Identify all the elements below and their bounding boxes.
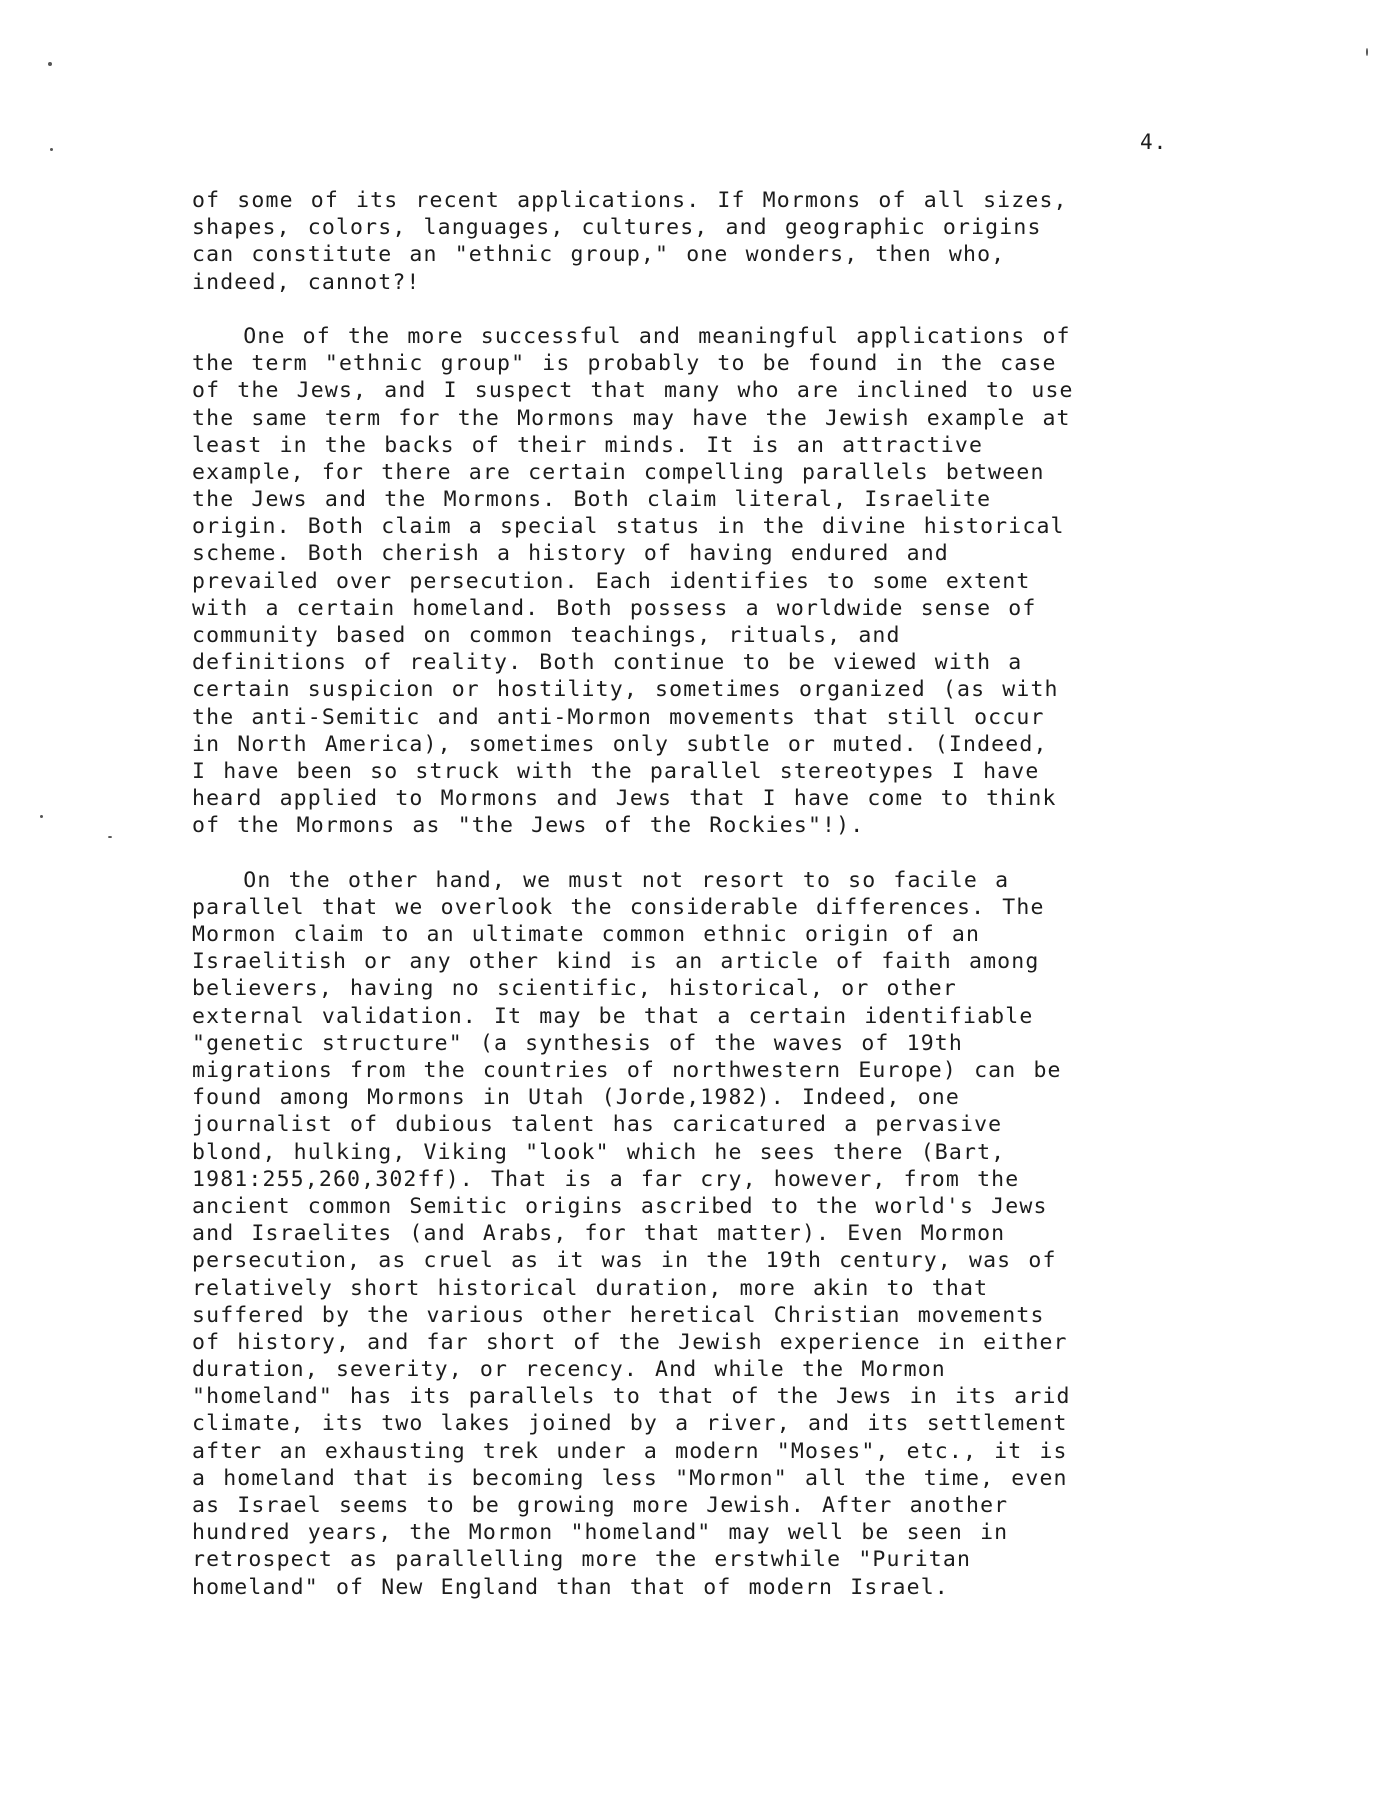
text-line: origin. Both claim a special status in the divine historical [192, 514, 1065, 540]
text-line: suffered by the various other heretical Christian movements [192, 1302, 1045, 1328]
text-line: can constitute an "ethnic group," one wonders, then who, [192, 242, 1006, 268]
paragraph [192, 187, 1192, 296]
text-line: least in the backs of their minds. It is an attractive [192, 432, 984, 458]
scan-speck [48, 62, 52, 66]
text-line: prevailed over persecution. Each identifies to some extent [192, 568, 1031, 594]
text-line: as Israel seems to be growing more Jewish. After another [192, 1493, 1009, 1518]
body-text [192, 187, 1192, 1601]
text-line: Israelitish or any other kind is an article of faith among [192, 949, 1040, 975]
text-line: the term "ethnic group" is probably to be found in the case [192, 351, 1057, 377]
text-line: One of the more successful and meaningful applications of [192, 323, 1071, 349]
text-line: duration, severity, or recency. And while the Mormon [192, 1357, 946, 1383]
text-line: Mormon claim to an ultimate common ethnic origin of an [192, 922, 981, 948]
text-line: after an exhausting trek under a modern "Moses", etc., it is [192, 1438, 1068, 1464]
text-line: "homeland" has its parallels to that of the Jews in its arid [192, 1384, 1071, 1410]
text-line: definitions of reality. Both continue to be viewed with a [192, 650, 1023, 676]
text-line: of some of its recent applications. If Mormons of all sizes, [192, 188, 1068, 213]
text-line: migrations from the countries of northwestern Europe) can be [192, 1058, 1062, 1083]
text-line: journalist of dubious talent has caricatured a pervasive [192, 1112, 1003, 1138]
text-line: the same term for the Mormons may have the Jewish example at [192, 405, 1071, 431]
text-line: found among Mormons in Utah (Jorde,1982). Indeed, one [192, 1085, 960, 1111]
text-line: certain suspicion or hostility, sometimes organized (as with [192, 677, 1059, 703]
text-line: 1981:255,260,302ff). That is a far cry, however, from the [192, 1166, 1020, 1192]
text-line: of the Mormons as "the Jews of the Rockies"!). [192, 813, 865, 839]
text-line: On the other hand, we must not resort to so facile a [192, 867, 1010, 893]
text-line: with a certain homeland. Both possess a worldwide sense of [192, 595, 1037, 621]
text-line: in North America), sometimes only subtle or muted. (Indeed, [192, 731, 1048, 757]
paragraph [192, 323, 1192, 840]
scan-speck [40, 815, 43, 818]
text-line: climate, its two lakes joined by a river, and its settlement [192, 1411, 1068, 1437]
text-line: indeed, cannot?! [192, 269, 421, 295]
page-number: 4. [1140, 130, 1168, 154]
text-line: of the Jews, and I suspect that many who are inclined to use [192, 378, 1074, 404]
scan-speck [50, 148, 53, 151]
scan-speck [108, 836, 112, 838]
scan-speck [1366, 48, 1368, 56]
text-line: hundred years, the Mormon "homeland" may well be seen in [192, 1520, 1009, 1546]
text-line: of history, and far short of the Jewish experience in either [192, 1329, 1068, 1355]
text-line: the Jews and the Mormons. Both claim literal, Israelite [192, 487, 992, 513]
text-line: persecution, as cruel as it was in the 19th century, was of [192, 1248, 1057, 1274]
text-line: I have been so struck with the parallel stereotypes I have [192, 758, 1040, 784]
paragraph [192, 867, 1192, 1601]
text-line: "genetic structure" (a synthesis of the waves of 19th [192, 1030, 963, 1056]
text-line: scheme. Both cherish a history of having endured and [192, 541, 949, 567]
text-line: community based on common teachings, rituals, and [192, 623, 901, 648]
text-line: retrospect as parallelling more the erstwhile "Puritan [192, 1547, 972, 1573]
text-line: believers, having no scientific, historical, or other [192, 976, 957, 1002]
text-line: and Israelites (and Arabs, for that matter). Even Mormon [192, 1221, 1006, 1247]
text-line: parallel that we overlook the considerable differences. The [192, 894, 1045, 920]
text-line: a homeland that is becoming less "Mormon" all the time, even [192, 1465, 1068, 1491]
text-line: heard applied to Mormons and Jews that I have come to think [192, 786, 1057, 812]
text-line: example, for there are certain compelling parallels between [192, 459, 1045, 485]
text-line: external validation. It may be that a certain identifiable [192, 1003, 1034, 1029]
paragraph-gap [192, 296, 1192, 323]
text-line: ancient common Semitic origins ascribed to the world's Jews [192, 1193, 1048, 1219]
paragraph-gap [192, 840, 1192, 867]
text-line: the anti-Semitic and anti-Mormon movements that still occur [192, 704, 1045, 730]
text-line: blond, hulking, Viking "look" which he sees there (Bart, [192, 1139, 1006, 1165]
text-line: relatively short historical duration, more akin to that [192, 1275, 989, 1301]
text-line: homeland" of New England than that of modern Israel. [192, 1574, 949, 1600]
text-line: shapes, colors, languages, cultures, and geographic origins [192, 215, 1042, 241]
